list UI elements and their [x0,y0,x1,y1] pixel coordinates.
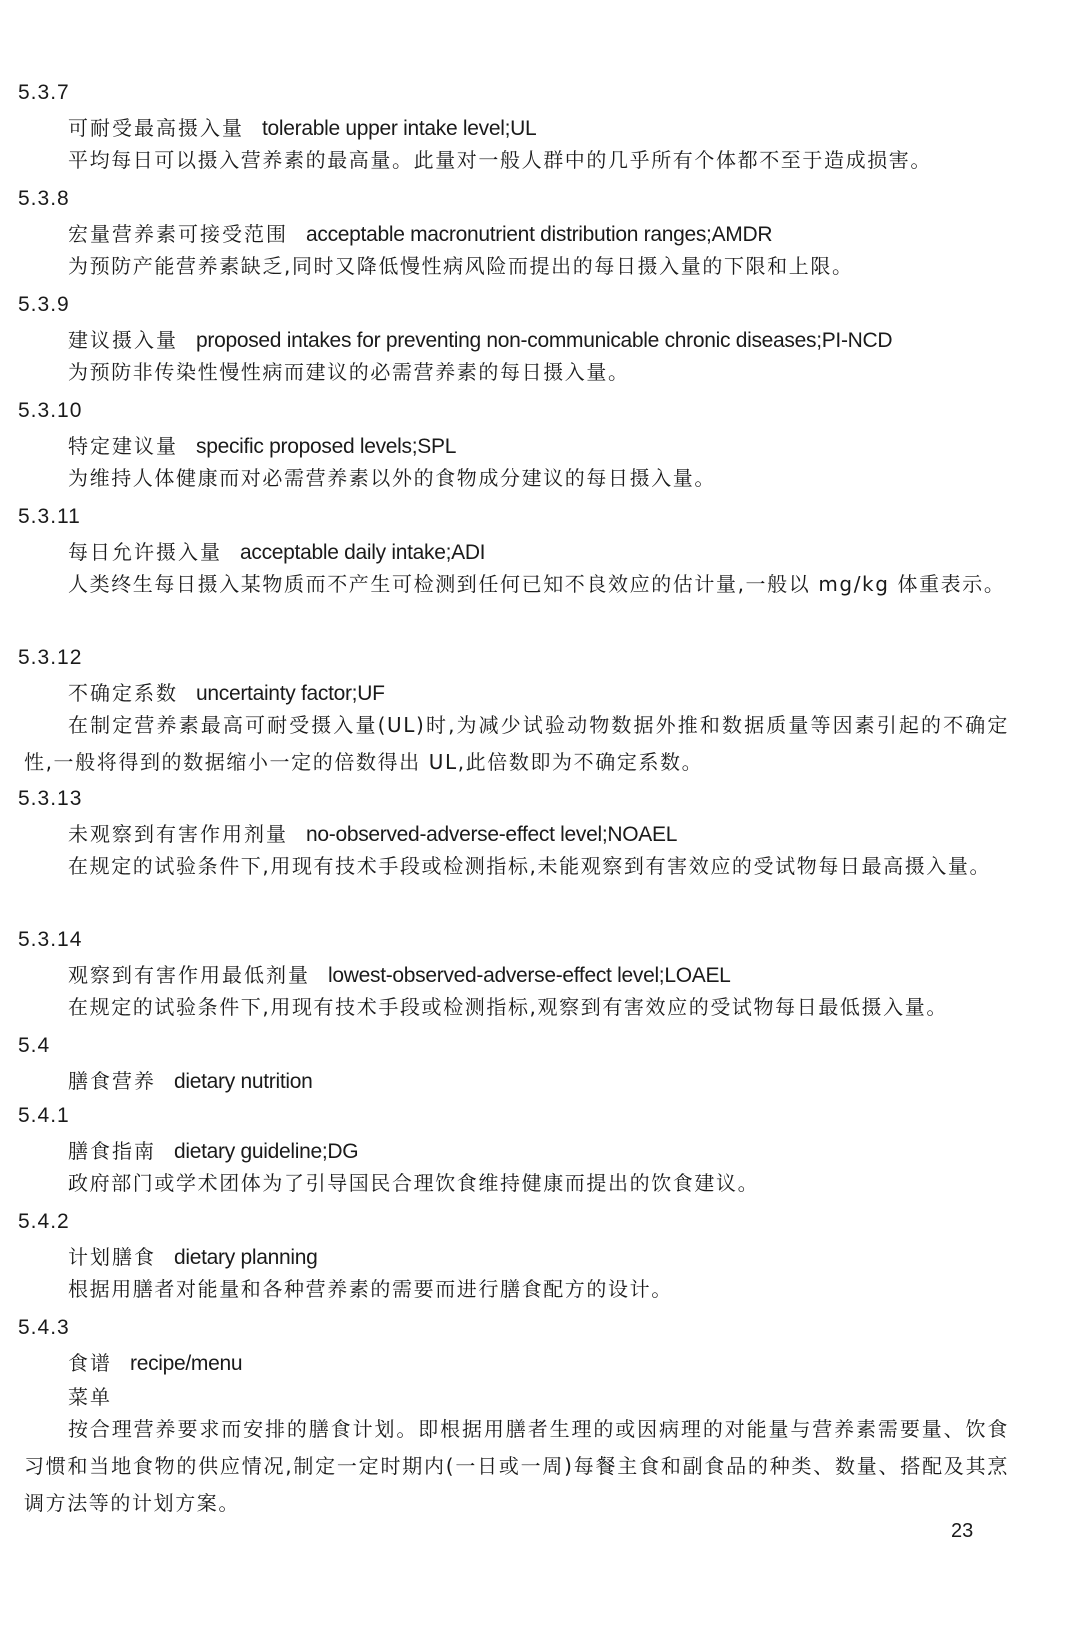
term-chinese: 特定建议量 [68,434,178,458]
term-chinese: 可耐受最高摄入量 [68,116,244,140]
clause-number: 5.3.7 [18,81,70,104]
term-chinese: 膳食营养 [68,1069,156,1093]
term-chinese: 未观察到有害作用剂量 [68,822,288,846]
term-definition: 为维持人体健康而对必需营养素以外的食物成分建议的每日摄入量。 [68,466,716,490]
term-english: proposed intakes for preventing non-communicable chronic diseases;PI-NCD [196,329,893,352]
clause-number: 5.3.11 [18,505,81,528]
term-chinese: 观察到有害作用最低剂量 [68,963,310,987]
term-heading [68,1065,312,1098]
term-definition: 平均每日可以摄入营养素的最高量。此量对一般人群中的几乎所有个体都不至于造成损害。 [68,148,932,172]
term-chinese: 食谱 [68,1351,112,1375]
clause-number: 5.3.14 [18,928,83,951]
term-heading [68,818,677,851]
term-chinese: 每日允许摄入量 [68,540,222,564]
term-definition: 在规定的试验条件下,用现有技术手段或检测指标,观察到有害效应的受试物每日最低摄入量。 [68,995,948,1019]
term-english: acceptable macronutrient distribution ranges;AMDR [306,223,773,246]
term-definition: 在制定营养素最高可耐受摄入量(UL)时,为减少试验动物数据外推和数据质量等因素引起的不确定性,一般将得到的数据缩小一定的倍数得出 UL,此倍数即为不确定系数。 [24,713,1009,774]
term-english: no-observed-adverse-effect level;NOAEL [306,823,678,846]
clause-number: 5.3.12 [18,646,83,669]
clause-number: 5.3.13 [18,787,83,810]
term-english: dietary guideline;DG [174,1140,359,1163]
term-definition: 为预防非传染性慢性病而建议的必需营养素的每日摄入量。 [68,360,630,384]
term-heading [68,112,536,145]
term-definition: 人类终生每日摄入某物质而不产生可检测到任何已知不良效应的估计量,一般以 mg/kg 体重表示。 [68,572,1006,596]
term-heading [68,324,892,357]
term-english: recipe/menu [130,1352,243,1375]
term-english: specific proposed levels;SPL [196,435,457,458]
term-chinese: 不确定系数 [68,681,178,705]
term-heading [68,1135,358,1168]
term-heading [68,536,485,569]
term-english: dietary planning [174,1246,318,1269]
term-english: lowest-observed-adverse-effect level;LOAEL [328,964,731,987]
clause-number: 5.4.1 [18,1104,70,1127]
term-chinese: 膳食指南 [68,1139,156,1163]
term-heading [68,1347,242,1380]
term-heading [68,959,731,992]
clause-number: 5.4 [18,1034,51,1057]
term-english: uncertainty factor;UF [196,682,385,705]
term-heading [68,218,772,251]
term-english: acceptable daily intake;ADI [240,541,486,564]
term-definition: 根据用膳者对能量和各种营养素的需要而进行膳食配方的设计。 [68,1277,673,1301]
term-chinese: 建议摄入量 [68,328,178,352]
term-definition: 为预防产能营养素缺乏,同时又降低慢性病风险而提出的每日摄入量的下限和上限。 [68,254,854,278]
term-heading [68,1241,317,1274]
term-chinese: 计划膳食 [68,1245,156,1269]
clause-number: 5.3.8 [18,187,70,210]
term-english: tolerable upper intake level;UL [262,117,537,140]
clause-number: 5.4.2 [18,1210,70,1233]
page-number: 23 [951,1520,974,1542]
clause-number: 5.3.10 [18,399,83,422]
clause-number: 5.4.3 [18,1316,70,1339]
term-english: dietary nutrition [174,1070,313,1093]
term-chinese: 宏量营养素可接受范围 [68,222,288,246]
term-definition: 在规定的试验条件下,用现有技术手段或检测指标,未能观察到有害效应的受试物每日最高摄入量。 [68,854,992,878]
term-definition: 政府部门或学术团体为了引导国民合理饮食维持健康而提出的饮食建议。 [68,1171,760,1195]
term-heading [68,677,385,710]
term-heading [68,430,456,463]
term-definition: 按合理营养要求而安排的膳食计划。即根据用膳者生理的或因病理的对能量与营养素需要量、饮食习惯和当地食物的供应情况,制定一定时期内(一日或一周)每餐主食和副食品的种类、数量、搭配及其烹调方法等的计划方案。 [24,1417,1009,1515]
term-synonym: 菜单 [68,1385,112,1409]
clause-number: 5.3.9 [18,293,70,316]
